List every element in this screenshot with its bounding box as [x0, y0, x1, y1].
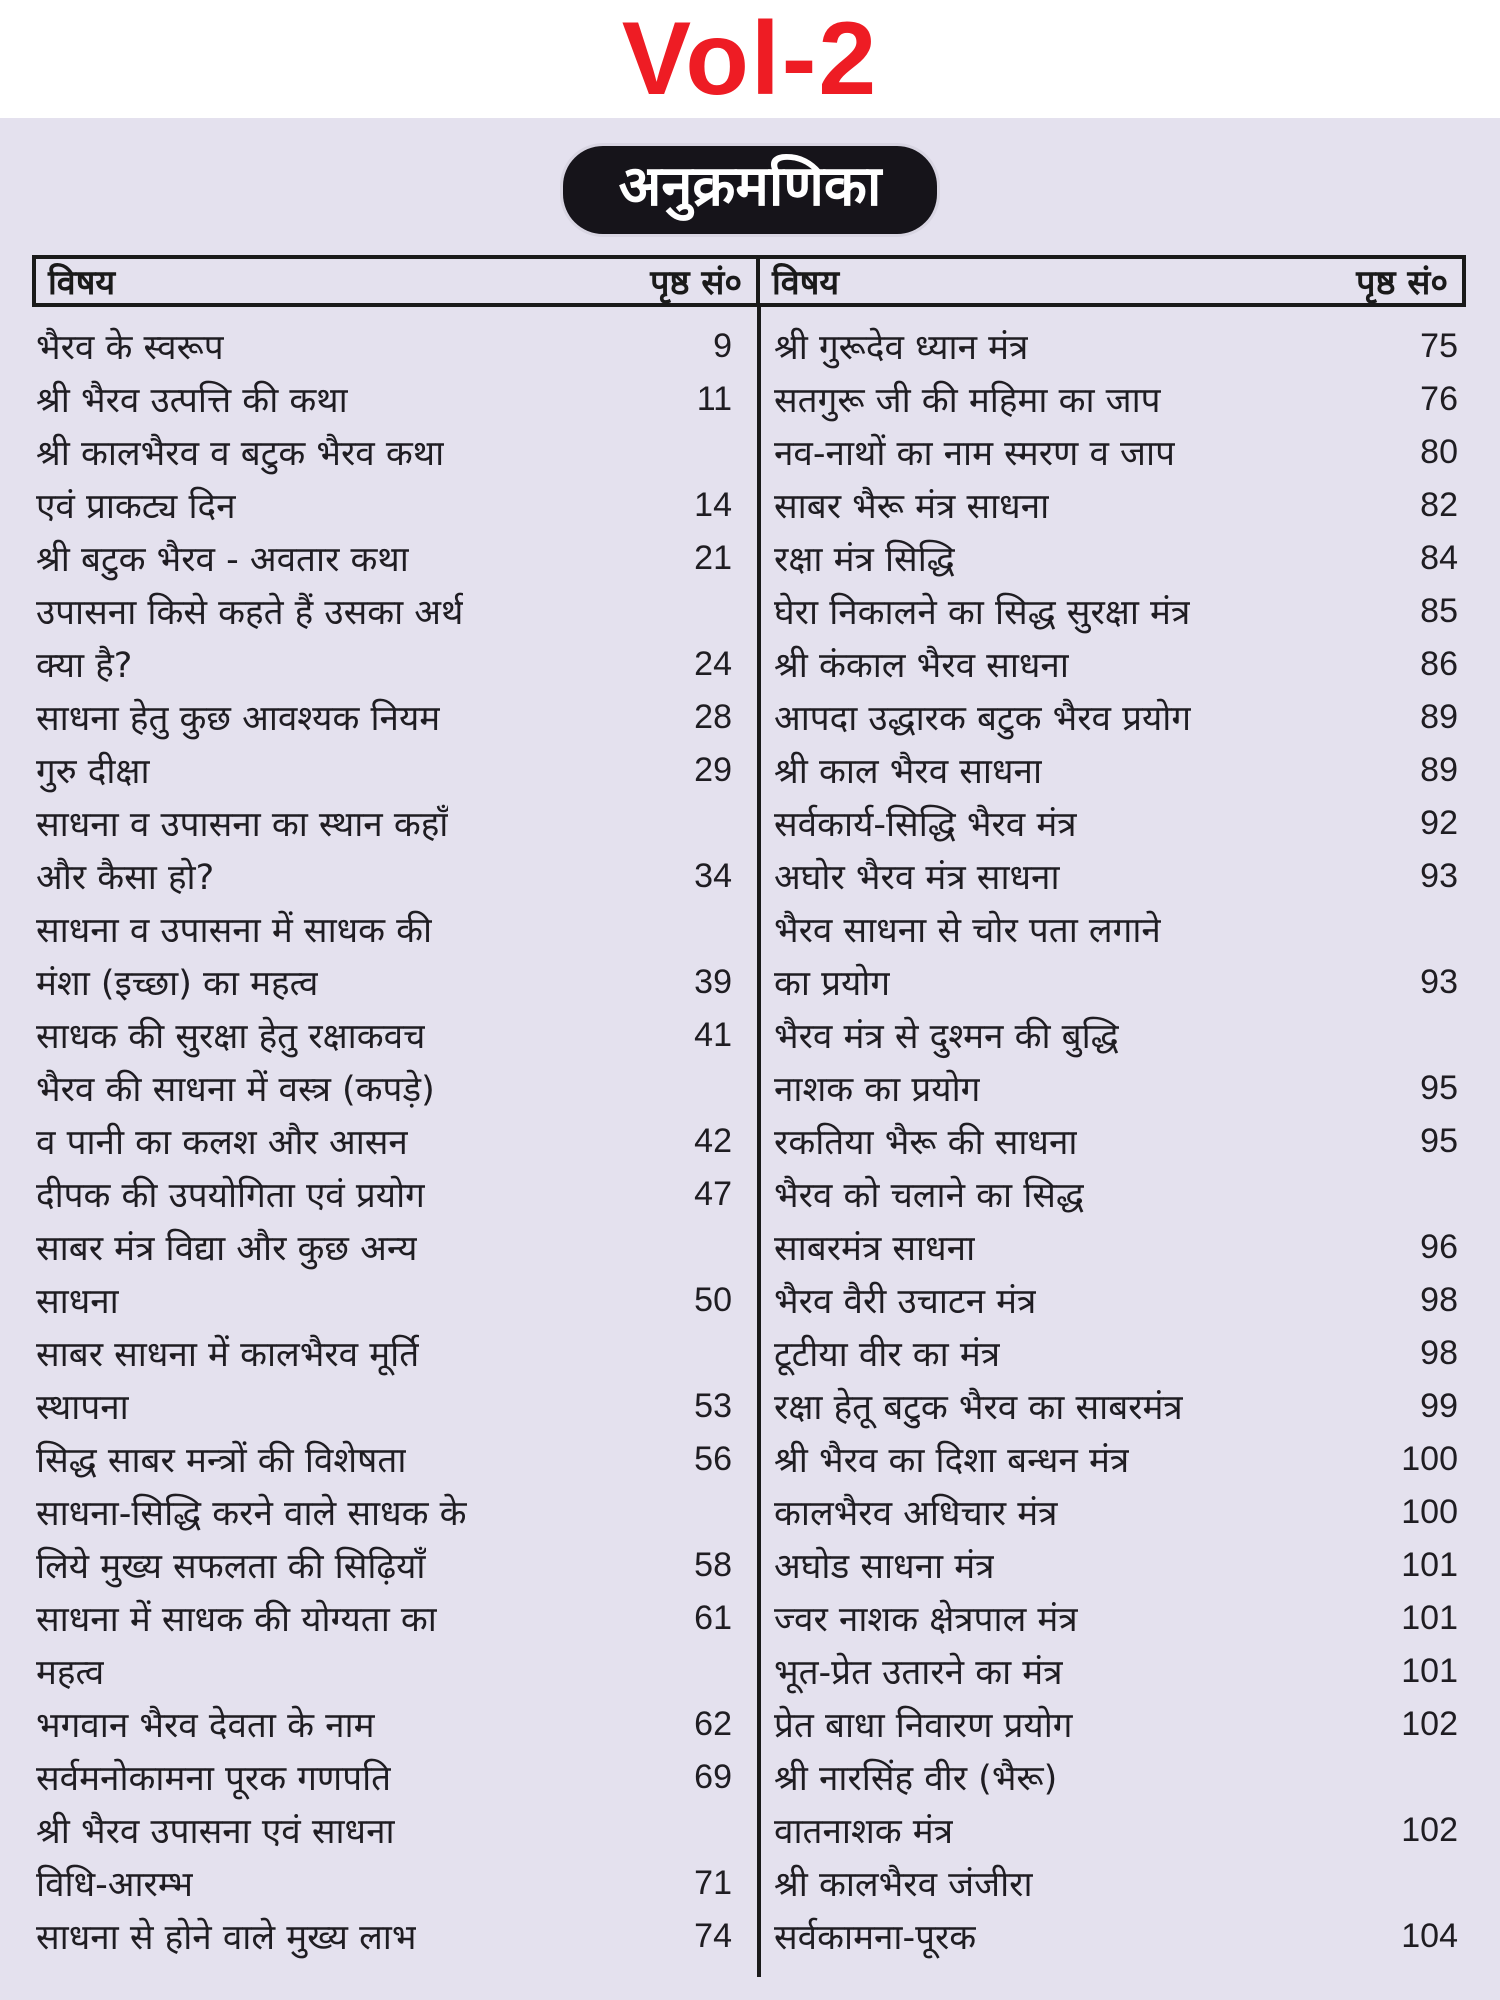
toc-entry	[36, 320, 732, 373]
toc-entry	[774, 532, 1458, 585]
toc-entry	[36, 532, 732, 585]
toc-entry	[774, 1857, 1458, 1910]
toc-entry-title: भैरव मंत्र से दुश्मन की बुद्धि	[774, 1017, 1119, 1057]
toc-entry	[774, 1539, 1458, 1592]
toc-entry	[36, 691, 732, 744]
toc-entry	[36, 850, 732, 903]
toc-entry	[36, 373, 732, 426]
toc-entry-title: श्री कालभैरव व बटुक भैरव कथा	[36, 434, 445, 474]
toc-entry	[36, 1857, 732, 1910]
toc-entry	[774, 585, 1458, 638]
toc-entry	[36, 1062, 732, 1115]
toc-entry-title: श्री भैरव का दिशा बन्धन मंत्र	[774, 1441, 1130, 1481]
toc-entry	[774, 1486, 1458, 1539]
toc-entry-page: 29	[694, 751, 732, 789]
toc-entry	[774, 1698, 1458, 1751]
toc-entry-page: 89	[1420, 698, 1458, 736]
toc-entry	[774, 426, 1458, 479]
toc-entry-page: 58	[694, 1546, 732, 1584]
toc-entry-title: साधना व उपासना का स्थान कहाँ	[36, 805, 449, 845]
toc-entry-page: 104	[1401, 1917, 1458, 1955]
toc-entry-title: साबर भैरू मंत्र साधना	[774, 487, 1050, 527]
toc-entry	[774, 373, 1458, 426]
toc-entry-title: सिद्ध साबर मन्त्रों की विशेषता	[36, 1441, 407, 1481]
toc-entry-title: भैरव की साधना में वस्त्र (कपड़े)	[36, 1070, 435, 1110]
toc-entry-title: गुरु दीक्षा	[36, 752, 150, 792]
toc-entry-title: श्री गुरूदेव ध्यान मंत्र	[774, 328, 1029, 368]
toc-entry	[36, 744, 732, 797]
toc-entry-title: मंशा (इच्छा) का महत्व	[36, 964, 319, 1004]
toc-entry-title: साधना-सिद्धि करने वाले साधक के	[36, 1494, 467, 1534]
toc-entry-page: 98	[1420, 1334, 1458, 1372]
toc-entry	[36, 903, 732, 956]
page-title-wrap	[0, 146, 1500, 234]
header-subject-left: विषय	[48, 263, 116, 303]
toc-entry-page: 95	[1420, 1069, 1458, 1107]
toc-entry-page: 101	[1401, 1546, 1458, 1584]
header-page-no-right: पृष्ठ सं०	[1356, 263, 1448, 303]
right-column-list	[774, 320, 1458, 1963]
toc-entry-page: 82	[1420, 486, 1458, 524]
toc-entry	[774, 797, 1458, 850]
toc-entry-page: 24	[694, 645, 732, 683]
toc-entry-title: साबर मंत्र विद्या और कुछ अन्य	[36, 1229, 418, 1269]
toc-entry-page: 80	[1420, 433, 1458, 471]
toc-entry	[36, 1380, 732, 1433]
toc-entry-page: 85	[1420, 592, 1458, 630]
toc-entry-page: 102	[1401, 1705, 1458, 1743]
toc-entry-title: श्री नारसिंह वीर (भैरू)	[774, 1759, 1058, 1799]
toc-entry-page: 93	[1420, 963, 1458, 1001]
toc-entry-title: साधना से होने वाले मुख्य लाभ	[36, 1918, 417, 1958]
toc-entry-page: 21	[694, 539, 732, 577]
volume-label: Vol-2	[621, 1, 879, 117]
toc-entry-title: साधना	[36, 1282, 119, 1322]
toc-entry-title: साबर साधना में कालभैरव मूर्ति	[36, 1335, 420, 1375]
toc-entry-title: दीपक की उपयोगिता एवं प्रयोग	[36, 1176, 425, 1216]
page-title: अनुक्रमणिका	[563, 146, 938, 234]
toc-entry-title: भूत-प्रेत उतारने का मंत्र	[774, 1653, 1063, 1693]
toc-entry-title: कालभैरव अधिचार मंत्र	[774, 1494, 1058, 1534]
toc-entry	[774, 1910, 1458, 1963]
toc-entry-title: नाशक का प्रयोग	[774, 1070, 981, 1110]
toc-entry-title: क्या है?	[36, 646, 133, 686]
toc-entry	[774, 1062, 1458, 1115]
toc-entry-page: 9	[713, 327, 732, 365]
toc-entry-title: उपासना किसे कहते हैं उसका अर्थ	[36, 593, 464, 633]
toc-entry-page: 98	[1420, 1281, 1458, 1319]
toc-entry-page: 96	[1420, 1228, 1458, 1266]
toc-entry-title: एवं प्राकट्य दिन	[36, 487, 236, 527]
toc-entry-title: रकतिया भैरू की साधना	[774, 1123, 1078, 1163]
toc-entry-title: अघोर भैरव मंत्र साधना	[774, 858, 1060, 898]
toc-entry-page: 86	[1420, 645, 1458, 683]
toc-entry-title: साबरमंत्र साधना	[774, 1229, 976, 1269]
toc-entry	[774, 638, 1458, 691]
left-column-list	[36, 320, 732, 1963]
toc-entry	[36, 1274, 732, 1327]
toc-entry-page: 41	[694, 1016, 732, 1054]
header-cell-right	[760, 259, 1462, 303]
toc-entry-title: श्री भैरव उत्पत्ति की कथा	[36, 381, 348, 421]
toc-entry	[36, 1910, 732, 1963]
toc-entry-title: श्री भैरव उपासना एवं साधना	[36, 1812, 395, 1852]
toc-entry-title: भगवान भैरव देवता के नाम	[36, 1706, 375, 1746]
toc-entry-title: विधि-आरम्भ	[36, 1865, 193, 1905]
toc-entry	[36, 797, 732, 850]
toc-entry-title: श्री बटुक भैरव - अवतार कथा	[36, 540, 409, 580]
toc-entry-title: सर्वकार्य-सिद्धि भैरव मंत्र	[774, 805, 1077, 845]
toc-entry	[36, 1221, 732, 1274]
toc-entry	[36, 1645, 732, 1698]
toc-entry-title: महत्व	[36, 1653, 105, 1693]
header-cell-left	[36, 259, 760, 303]
toc-entry	[36, 1168, 732, 1221]
toc-entry	[774, 850, 1458, 903]
toc-entry-page: 84	[1420, 539, 1458, 577]
header-subject-right: विषय	[772, 263, 840, 303]
toc-entry-page: 56	[694, 1440, 732, 1478]
toc-entry-page: 100	[1401, 1440, 1458, 1478]
toc-entry-page: 14	[694, 486, 732, 524]
toc-entry-title: साधना हेतु कुछ आवश्यक नियम	[36, 699, 441, 739]
table-header	[32, 255, 1466, 307]
toc-entry	[774, 1380, 1458, 1433]
toc-entry-page: 34	[694, 857, 732, 895]
toc-entry-page: 47	[694, 1175, 732, 1213]
toc-entry-page: 69	[694, 1758, 732, 1796]
toc-entry	[774, 1115, 1458, 1168]
toc-entry-title: और कैसा हो?	[36, 858, 215, 898]
toc-entry-title: टूटीया वीर का मंत्र	[774, 1335, 1001, 1375]
toc-entry-title: श्री काल भैरव साधना	[774, 752, 1043, 792]
toc-entry-title: घेरा निकालने का सिद्ध सुरक्षा मंत्र	[774, 593, 1191, 633]
toc-entry-title: ज्वर नाशक क्षेत्रपाल मंत्र	[774, 1600, 1078, 1640]
toc-entry	[774, 1751, 1458, 1804]
toc-entry-title: स्थापना	[36, 1388, 129, 1428]
toc-entry	[774, 1221, 1458, 1274]
toc-entry-page: 53	[694, 1387, 732, 1425]
toc-entry-title: अघोड साधना मंत्र	[774, 1547, 995, 1587]
toc-entry-page: 92	[1420, 804, 1458, 842]
toc-entry-title: साधना व उपासना में साधक की	[36, 911, 433, 951]
volume-banner	[0, 0, 1500, 118]
toc-entry	[36, 479, 732, 532]
toc-entry	[36, 638, 732, 691]
toc-entry-page: 61	[694, 1599, 732, 1637]
column-divider	[757, 307, 761, 1977]
toc-entry-page: 99	[1420, 1387, 1458, 1425]
toc-entry	[36, 1751, 732, 1804]
toc-entry-title: सर्वकामना-पूरक	[774, 1918, 977, 1958]
toc-entry-page: 50	[694, 1281, 732, 1319]
toc-entry-title: रक्षा हेतू बटुक भैरव का साबरमंत्र	[774, 1388, 1183, 1428]
toc-entry-page: 101	[1401, 1599, 1458, 1637]
toc-entry-page: 101	[1401, 1652, 1458, 1690]
toc-entry	[36, 1804, 732, 1857]
toc-entry-title: प्रेत बाधा निवारण प्रयोग	[774, 1706, 1073, 1746]
toc-entry	[774, 903, 1458, 956]
toc-entry	[774, 1433, 1458, 1486]
toc-entry-title: भैरव वैरी उचाटन मंत्र	[774, 1282, 1037, 1322]
toc-entry	[774, 479, 1458, 532]
toc-entry-title: भैरव साधना से चोर पता लगाने	[774, 911, 1161, 951]
toc-entry	[774, 744, 1458, 797]
toc-entry-title: आपदा उद्धारक बटुक भैरव प्रयोग	[774, 699, 1192, 739]
toc-entry	[36, 1433, 732, 1486]
toc-entry	[36, 1698, 732, 1751]
toc-entry-page: 28	[694, 698, 732, 736]
toc-entry	[774, 1327, 1458, 1380]
toc-entry-title: नव-नाथों का नाम स्मरण व जाप	[774, 434, 1175, 474]
toc-entry-page: 89	[1420, 751, 1458, 789]
toc-entry-page: 42	[694, 1122, 732, 1160]
toc-entry-title: भैरव के स्वरूप	[36, 328, 224, 368]
index-page	[0, 118, 1500, 2000]
toc-entry	[774, 320, 1458, 373]
toc-entry	[774, 1168, 1458, 1221]
header-page-no-left: पृष्ठ सं०	[650, 263, 742, 303]
toc-entry-title: रक्षा मंत्र सिद्धि	[774, 540, 955, 580]
toc-entry	[36, 585, 732, 638]
toc-entry-page: 39	[694, 963, 732, 1001]
toc-entry	[774, 1592, 1458, 1645]
toc-entry	[36, 1327, 732, 1380]
toc-entry-title: साधना में साधक की योग्यता का	[36, 1600, 437, 1640]
toc-entry	[774, 1804, 1458, 1857]
toc-entry	[774, 691, 1458, 744]
toc-entry-title: का प्रयोग	[774, 964, 891, 1004]
toc-entry-page: 11	[696, 380, 732, 418]
toc-entry	[774, 956, 1458, 1009]
toc-entry-title: वातनाशक मंत्र	[774, 1812, 954, 1852]
toc-entry-title: सतगुरू जी की महिमा का जाप	[774, 381, 1161, 421]
toc-entry-title: व पानी का कलश और आसन	[36, 1123, 408, 1163]
toc-entry-page: 93	[1420, 857, 1458, 895]
toc-entry-page: 71	[694, 1864, 732, 1902]
toc-entry-page: 95	[1420, 1122, 1458, 1160]
toc-entry	[36, 1009, 732, 1062]
toc-entry	[774, 1274, 1458, 1327]
toc-entry-title: श्री कालभैरव जंजीरा	[774, 1865, 1033, 1905]
toc-entry-page: 62	[694, 1705, 732, 1743]
toc-entry-title: सर्वमनोकामना पूरक गणपति	[36, 1759, 392, 1799]
toc-entry-page: 74	[694, 1917, 732, 1955]
toc-entry	[36, 1592, 732, 1645]
toc-entry-title: श्री कंकाल भैरव साधना	[774, 646, 1069, 686]
toc-entry	[774, 1645, 1458, 1698]
toc-entry-title: भैरव को चलाने का सिद्ध	[774, 1176, 1084, 1216]
toc-entry-page: 100	[1401, 1493, 1458, 1531]
toc-entry	[36, 426, 732, 479]
toc-entry-page: 75	[1420, 327, 1458, 365]
toc-entry-page: 76	[1420, 380, 1458, 418]
toc-entry	[36, 956, 732, 1009]
toc-entry-page: 102	[1401, 1811, 1458, 1849]
toc-entry	[36, 1115, 732, 1168]
toc-entry	[774, 1009, 1458, 1062]
toc-entry	[36, 1539, 732, 1592]
toc-entry-title: साधक की सुरक्षा हेतु रक्षाकवच	[36, 1017, 426, 1057]
toc-entry-title: लिये मुख्य सफलता की सिढ़ियाँ	[36, 1547, 426, 1587]
toc-entry	[36, 1486, 732, 1539]
